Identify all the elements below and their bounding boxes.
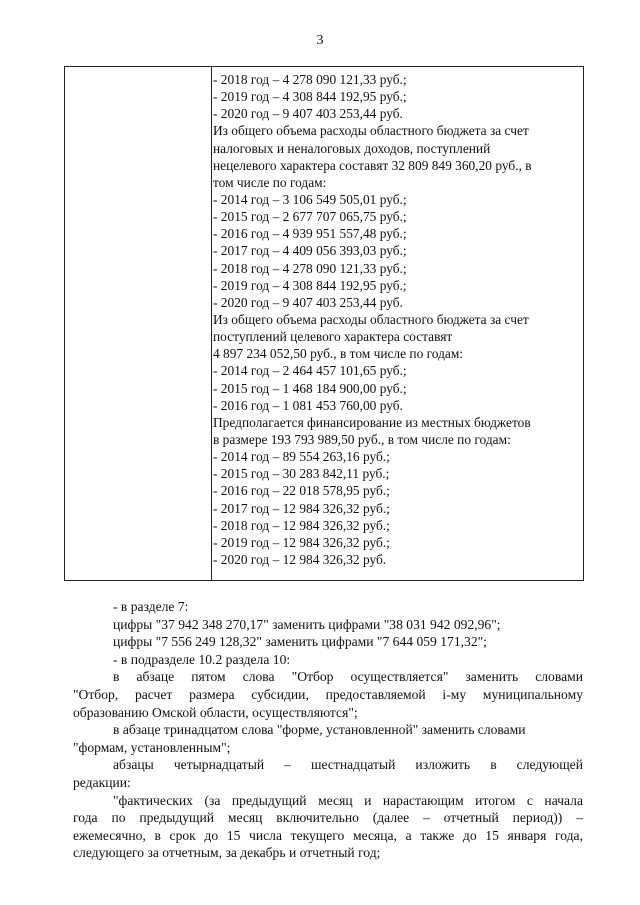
table-line: - 2019 год – 12 984 326,32 руб.; — [213, 534, 390, 550]
table-line: - 2017 год – 12 984 326,32 руб.; — [213, 500, 390, 516]
table-line: Из общего объема расходы областного бюджета за счет — [213, 123, 529, 139]
table-line: поступлений целевого характера составят — [213, 329, 453, 345]
table-line: - 2018 год – 4 278 090 121,33 руб.; — [213, 260, 407, 276]
table-line: - 2019 год – 4 308 844 192,95 руб.; — [213, 277, 407, 293]
table-right-column — [213, 71, 579, 568]
text-line: года по предыдущий месяц включительно (далее – отчетный период)) – — [73, 810, 583, 826]
budget-table — [64, 66, 584, 581]
table-line: - 2014 год – 2 464 457 101,65 руб.; — [213, 363, 407, 379]
table-line: - 2019 год – 4 308 844 192,95 руб.; — [213, 89, 407, 105]
text-line: ежемесячно, в срок до 15 числа текущего месяца, а также до 15 января года, — [73, 827, 583, 843]
table-line: налоговых и неналоговых доходов, поступлений — [213, 140, 491, 156]
table-line: нецелевого характера составят 32 809 849 360,20 руб., в — [213, 157, 532, 173]
text-line: цифры "7 556 249 128,32" заменить цифрами "7 644 059 171,32"; — [113, 634, 487, 650]
table-line: - 2020 год – 9 407 403 253,44 руб. — [213, 294, 403, 310]
body-text — [73, 598, 583, 862]
text-line: образованию Омской области, осуществляются"; — [73, 704, 358, 720]
table-line: - 2016 год – 22 018 578,95 руб.; — [213, 483, 390, 499]
table-line: - 2018 год – 4 278 090 121,33 руб.; — [213, 72, 407, 87]
table-line: - 2015 год – 2 677 707 065,75 руб.; — [213, 209, 407, 225]
table-line: - 2016 год – 1 081 453 760,00 руб. — [213, 397, 403, 413]
table-line: - 2020 год – 12 984 326,32 руб. — [213, 551, 387, 567]
text-line: редакции: — [73, 774, 131, 790]
table-line: - 2017 год – 4 409 056 393,03 руб.; — [213, 243, 407, 259]
table-line: - 2015 год – 1 468 184 900,00 руб.; — [213, 380, 407, 396]
text-line: "Отбор, расчет размера субсидии, предоставляемой i-му муниципальному — [73, 686, 583, 702]
table-line: Предполагается финансирование из местных бюджетов — [213, 414, 531, 430]
table-line: - 2016 год – 4 939 951 557,48 руб.; — [213, 226, 407, 242]
table-line: 4 897 234 052,50 руб., в том числе по годам: — [213, 346, 464, 362]
text-line: - в подразделе 10.2 раздела 10: — [113, 651, 291, 667]
table-line: в размере 193 793 989,50 руб., в том числе по годам: — [213, 431, 511, 447]
table-line: - 2015 год – 30 283 842,11 руб.; — [213, 466, 390, 482]
table-line: - 2018 год – 12 984 326,32 руб.; — [213, 517, 390, 533]
text-line: "формам, установленным"; — [73, 739, 231, 755]
table-line: - 2020 год – 9 407 403 253,44 руб. — [213, 106, 403, 122]
text-line: в абзаце тринадцатом слова "форме, установленной" заменить словами — [113, 722, 526, 738]
text-line: "фактических (за предыдущий месяц и нарастающим итогом с начала — [113, 792, 583, 808]
page-number: 3 — [316, 33, 324, 48]
table-line: том числе по годам: — [213, 174, 327, 190]
table-line: Из общего объема расходы областного бюджета за счет — [213, 311, 529, 327]
text-line: абзацы четырнадцатый – шестнадцатый изложить в следующей — [113, 757, 583, 773]
table-line: - 2014 год – 89 554 263,16 руб.; — [213, 449, 390, 465]
text-line: - в разделе 7: — [113, 599, 189, 614]
text-line: в абзаце пятом слова "Отбор осуществляется" заменить словами — [113, 669, 583, 685]
text-line: следующего за отчетным, за декабрь и отчетный год; — [73, 845, 381, 861]
text-line: цифры "37 942 348 270,17" заменить цифрами "38 031 942 092,96"; — [113, 616, 501, 632]
table-left-column — [65, 67, 212, 580]
table-line: - 2014 год – 3 106 549 505,01 руб.; — [213, 191, 407, 207]
